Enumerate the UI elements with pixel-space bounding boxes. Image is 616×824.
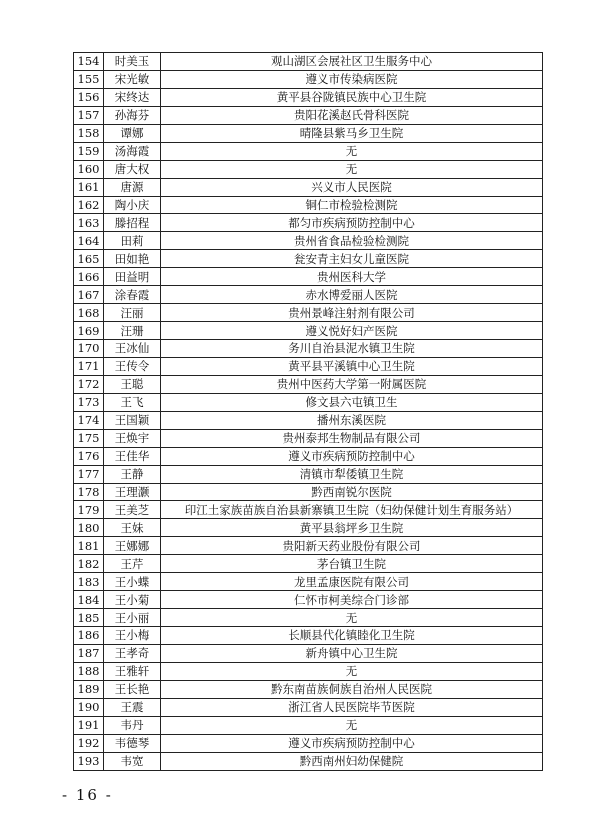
table-row — [74, 483, 543, 501]
organization-cell: 贵阳花溪赵氏骨科医院 — [161, 106, 543, 124]
page-number: - 16 - — [62, 786, 113, 804]
roster-table — [73, 52, 543, 771]
table-row — [74, 196, 543, 214]
person-name-cell: 陶小庆 — [104, 196, 161, 214]
person-name-cell: 王芹 — [104, 555, 161, 573]
row-number-cell: 179 — [74, 501, 104, 519]
organization-cell: 贵州医科大学 — [161, 268, 543, 286]
table-row — [74, 411, 543, 429]
table-row — [74, 53, 543, 71]
table-row — [74, 519, 543, 537]
table-row — [74, 393, 543, 411]
row-number-cell: 178 — [74, 483, 104, 501]
table-row — [74, 214, 543, 232]
row-number-cell: 168 — [74, 304, 104, 322]
organization-cell: 兴义市人民医院 — [161, 178, 543, 196]
organization-cell: 长顺县代化镇睦化卫生院 — [161, 627, 543, 645]
organization-cell: 浙江省人民医院毕节医院 — [161, 698, 543, 716]
row-number-cell: 155 — [74, 70, 104, 88]
person-name-cell: 汪丽 — [104, 304, 161, 322]
person-name-cell: 宋终达 — [104, 88, 161, 106]
organization-cell: 黄平县谷陇镇民族中心卫生院 — [161, 88, 543, 106]
row-number-cell: 158 — [74, 124, 104, 142]
row-number-cell: 183 — [74, 573, 104, 591]
person-name-cell: 田莉 — [104, 232, 161, 250]
row-number-cell: 182 — [74, 555, 104, 573]
table-row — [74, 680, 543, 698]
organization-cell: 黔东南苗族侗族自治州人民医院 — [161, 680, 543, 698]
table-row — [74, 70, 543, 88]
person-name-cell: 王佳华 — [104, 447, 161, 465]
organization-cell: 瓮安青主妇女儿童医院 — [161, 250, 543, 268]
organization-cell: 贵州泰邦生物制品有限公司 — [161, 429, 543, 447]
organization-cell: 无 — [161, 716, 543, 734]
row-number-cell: 185 — [74, 609, 104, 627]
row-number-cell: 191 — [74, 716, 104, 734]
row-number-cell: 184 — [74, 591, 104, 609]
person-name-cell: 孙海芬 — [104, 106, 161, 124]
organization-cell: 无 — [161, 609, 543, 627]
table-row — [74, 304, 543, 322]
person-name-cell: 宋光敏 — [104, 70, 161, 88]
table-row — [74, 106, 543, 124]
organization-cell: 铜仁市检验检测院 — [161, 196, 543, 214]
row-number-cell: 176 — [74, 447, 104, 465]
row-number-cell: 164 — [74, 232, 104, 250]
person-name-cell: 王长艳 — [104, 680, 161, 698]
organization-cell: 贵州省食品检验检测院 — [161, 232, 543, 250]
organization-cell: 遵义市传染病医院 — [161, 70, 543, 88]
row-number-cell: 190 — [74, 698, 104, 716]
roster-table-body — [74, 53, 543, 771]
row-number-cell: 159 — [74, 142, 104, 160]
row-number-cell: 174 — [74, 411, 104, 429]
person-name-cell: 王娜娜 — [104, 537, 161, 555]
table-row — [74, 178, 543, 196]
person-name-cell: 唐源 — [104, 178, 161, 196]
table-row — [74, 752, 543, 770]
person-name-cell: 韦丹 — [104, 716, 161, 734]
person-name-cell: 王焕宇 — [104, 429, 161, 447]
person-name-cell: 王美芝 — [104, 501, 161, 519]
person-name-cell: 唐大权 — [104, 160, 161, 178]
table-row — [74, 716, 543, 734]
row-number-cell: 189 — [74, 680, 104, 698]
table-row — [74, 286, 543, 304]
row-number-cell: 166 — [74, 268, 104, 286]
row-number-cell: 163 — [74, 214, 104, 232]
person-name-cell: 王妹 — [104, 519, 161, 537]
organization-cell: 修文县六屯镇卫生 — [161, 393, 543, 411]
person-name-cell: 王孝奇 — [104, 644, 161, 662]
person-name-cell: 汪珊 — [104, 322, 161, 340]
person-name-cell: 王聪 — [104, 375, 161, 393]
row-number-cell: 181 — [74, 537, 104, 555]
row-number-cell: 193 — [74, 752, 104, 770]
organization-cell: 黔西南锐尔医院 — [161, 483, 543, 501]
organization-cell: 赤水博爱丽人医院 — [161, 286, 543, 304]
row-number-cell: 154 — [74, 53, 104, 71]
row-number-cell: 192 — [74, 734, 104, 752]
table-row — [74, 465, 543, 483]
person-name-cell: 韦德琴 — [104, 734, 161, 752]
table-row — [74, 698, 543, 716]
row-number-cell: 156 — [74, 88, 104, 106]
row-number-cell: 180 — [74, 519, 104, 537]
organization-cell: 黄平县翁坪乡卫生院 — [161, 519, 543, 537]
person-name-cell: 涂春霞 — [104, 286, 161, 304]
table-row — [74, 644, 543, 662]
row-number-cell: 165 — [74, 250, 104, 268]
person-name-cell: 时美玉 — [104, 53, 161, 71]
organization-cell: 无 — [161, 142, 543, 160]
organization-cell: 遵义市疾病预防控制中心 — [161, 447, 543, 465]
table-row — [74, 573, 543, 591]
row-number-cell: 188 — [74, 662, 104, 680]
person-name-cell: 谭娜 — [104, 124, 161, 142]
table-row — [74, 447, 543, 465]
row-number-cell: 177 — [74, 465, 104, 483]
person-name-cell: 王冰仙 — [104, 340, 161, 358]
organization-cell: 贵州中医药大学第一附属医院 — [161, 375, 543, 393]
person-name-cell: 韦宽 — [104, 752, 161, 770]
table-row — [74, 537, 543, 555]
table-row — [74, 268, 543, 286]
table-row — [74, 142, 543, 160]
person-name-cell: 王传令 — [104, 357, 161, 375]
table-row — [74, 662, 543, 680]
person-name-cell: 王雅轩 — [104, 662, 161, 680]
row-number-cell: 187 — [74, 644, 104, 662]
row-number-cell: 167 — [74, 286, 104, 304]
table-row — [74, 357, 543, 375]
table-row — [74, 627, 543, 645]
person-name-cell: 滕招程 — [104, 214, 161, 232]
person-name-cell: 田益明 — [104, 268, 161, 286]
organization-cell: 播州东溪医院 — [161, 411, 543, 429]
row-number-cell: 170 — [74, 340, 104, 358]
organization-cell: 晴隆县紫马乡卫生院 — [161, 124, 543, 142]
organization-cell: 贵阳新天药业股份有限公司 — [161, 537, 543, 555]
row-number-cell: 175 — [74, 429, 104, 447]
person-name-cell: 田如艳 — [104, 250, 161, 268]
table-row — [74, 555, 543, 573]
organization-cell: 黄平县平溪镇中心卫生院 — [161, 357, 543, 375]
table-row — [74, 591, 543, 609]
organization-cell: 都匀市疾病预防控制中心 — [161, 214, 543, 232]
row-number-cell: 157 — [74, 106, 104, 124]
table-row — [74, 609, 543, 627]
organization-cell: 务川自治县泥水镇卫生院 — [161, 340, 543, 358]
organization-cell: 观山湖区会展社区卫生服务中心 — [161, 53, 543, 71]
row-number-cell: 161 — [74, 178, 104, 196]
table-row — [74, 250, 543, 268]
table-row — [74, 340, 543, 358]
row-number-cell: 169 — [74, 322, 104, 340]
organization-cell: 新舟镇中心卫生院 — [161, 644, 543, 662]
person-name-cell: 王静 — [104, 465, 161, 483]
row-number-cell: 162 — [74, 196, 104, 214]
person-name-cell: 王小丽 — [104, 609, 161, 627]
person-name-cell: 王小梅 — [104, 627, 161, 645]
organization-cell: 遵义悦好妇产医院 — [161, 322, 543, 340]
organization-cell: 茅台镇卫生院 — [161, 555, 543, 573]
organization-cell: 贵州景峰注射剂有限公司 — [161, 304, 543, 322]
organization-cell: 黔西南州妇幼保健院 — [161, 752, 543, 770]
person-name-cell: 汤海霞 — [104, 142, 161, 160]
table-row — [74, 429, 543, 447]
table-row — [74, 232, 543, 250]
organization-cell: 遵义市疾病预防控制中心 — [161, 734, 543, 752]
row-number-cell: 186 — [74, 627, 104, 645]
table-row — [74, 734, 543, 752]
person-name-cell: 王小蝶 — [104, 573, 161, 591]
table-row — [74, 501, 543, 519]
organization-cell: 无 — [161, 160, 543, 178]
organization-cell: 龙里孟康医院有限公司 — [161, 573, 543, 591]
organization-cell: 仁怀市柯美综合门诊部 — [161, 591, 543, 609]
table-row — [74, 88, 543, 106]
table-row — [74, 375, 543, 393]
person-name-cell: 王国颖 — [104, 411, 161, 429]
organization-cell: 清镇市犁倭镇卫生院 — [161, 465, 543, 483]
row-number-cell: 160 — [74, 160, 104, 178]
table-row — [74, 322, 543, 340]
person-name-cell: 王震 — [104, 698, 161, 716]
organization-cell: 印江土家族苗族自治县新寨镇卫生院（妇幼保健计划生育服务站） — [161, 501, 543, 519]
row-number-cell: 172 — [74, 375, 104, 393]
row-number-cell: 171 — [74, 357, 104, 375]
organization-cell: 无 — [161, 662, 543, 680]
table-row — [74, 160, 543, 178]
person-name-cell: 王飞 — [104, 393, 161, 411]
person-name-cell: 王理灏 — [104, 483, 161, 501]
row-number-cell: 173 — [74, 393, 104, 411]
table-row — [74, 124, 543, 142]
person-name-cell: 王小菊 — [104, 591, 161, 609]
